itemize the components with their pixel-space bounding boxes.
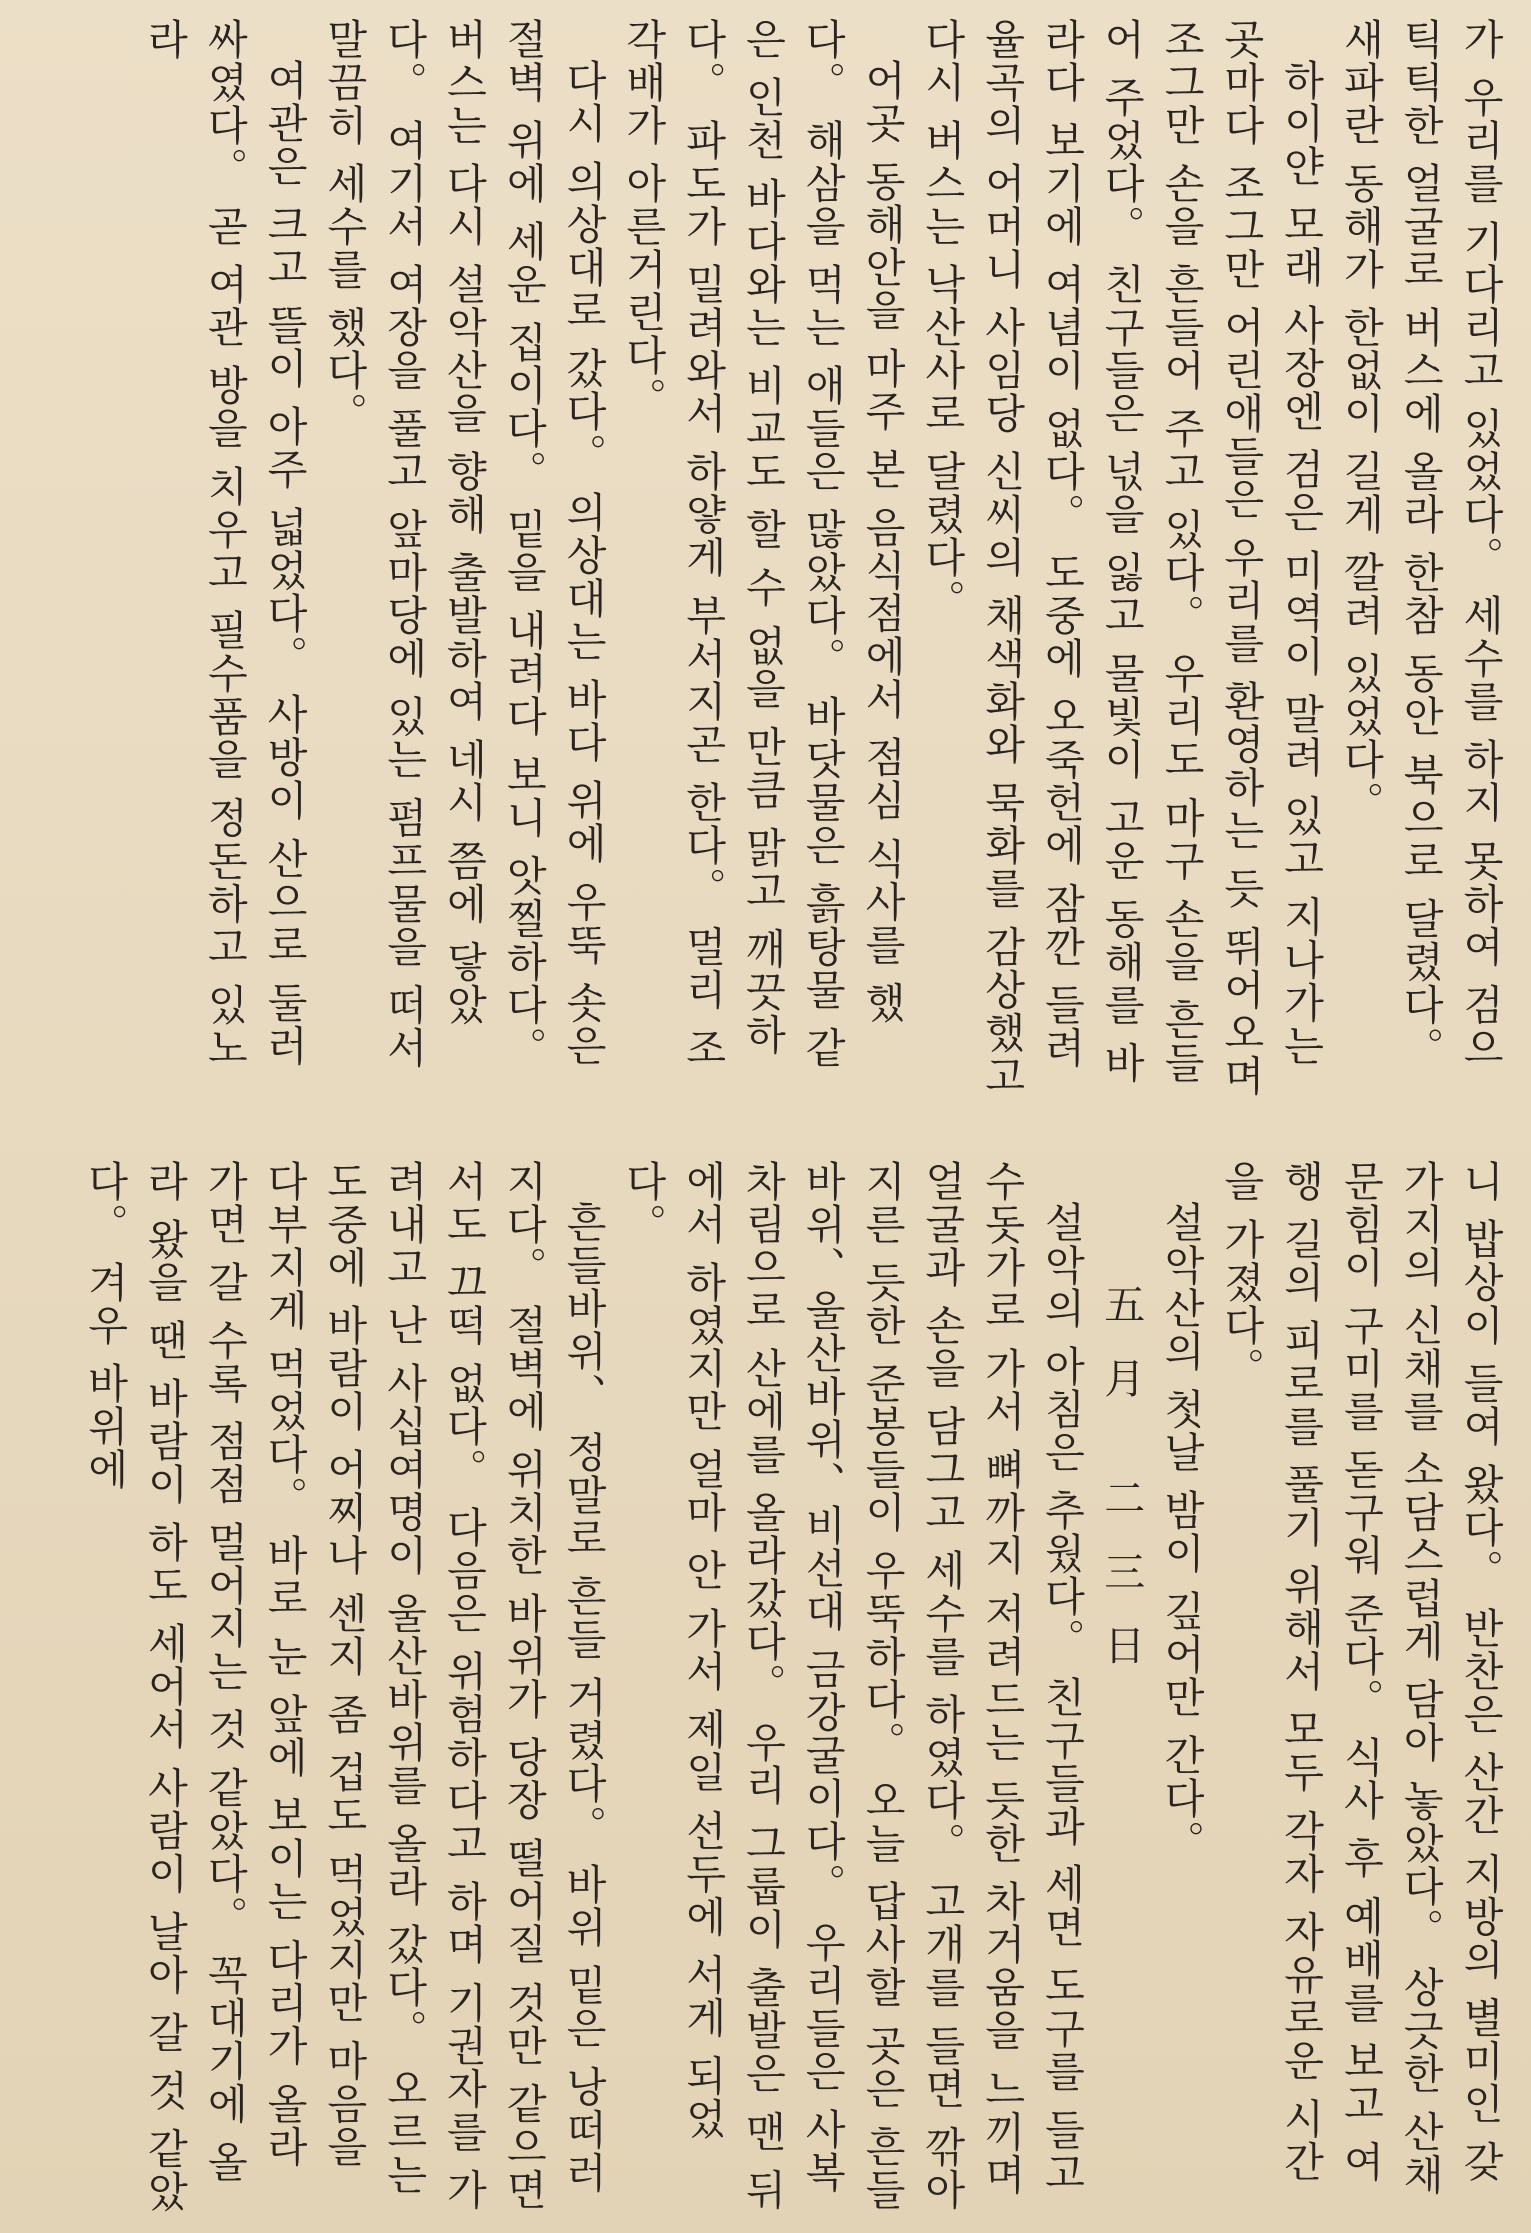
- paragraph: 하이얀 모래 사장엔 검은 미역이 말려 있고 지나가는 곳마다 조그만 어린애들은 우리를 환영하는 듯 뛰어오며 조그만 손을 흔들어 주고 있다。 우리도 마구 손을 흔들어 주었다。 친구들은 넋을 잃고 물빛이 고운 동해를 바라다 보기에 여념이 없다。 도중에 오죽헌에 잠깐 들려 율곡의 어머니 사임당 신씨의 채색화와 묵화를 감상했고 다시 버스는 낙산사로 달렸다。: [917, 18, 1325, 1098]
- paragraph: 다시 의상대로 갔다。 의상대는 바다 위에 우뚝 솟은 절벽 위에 세운 집이다。 밑을 내려다 보니 앗찔하다。 버스는 다시 설악산을 향해 출발하여 네시 쯤에 닿았다。 여기서 여장을 풀고 앞마당에 있는 펌프물을 떠서 말끔히 세수를 했다。: [319, 18, 608, 1070]
- upper-text-block: [19, 18, 1509, 1103]
- lower-text-block: [19, 1160, 1509, 2220]
- paragraph: 가 우리를 기다리고 있었다。 세수를 하지 못하여 검으틱틱한 얼굴로 버스에 올라 한참 동안 북으로 달렸다。 새파란 동해가 한없이 길게 깔려 있었다。: [1336, 18, 1504, 1070]
- paragraph: 흔들바위、 정말로 흔들 거렸다。 바위 밑은 낭떠러지다。 절벽에 위치한 바위가 당장 떨어질 것만 같으면서도 끄떡 없다。 다음은 위험하다고 하며 기권자를 가려내고 난 사십여명이 울산바위를 올라 갔다。 오르는 도중에 바람이 어찌나 센지 좀 겁도 먹었지만 마음을 다부지게 먹었다。 바로 눈 앞에 보이는 다리가 올라 가면 갈 수록 점점 멀어지는 것 같았다。 꼭대기에 올라 왔을 땐 바람이 하도 세어서 사람이 날아 갈 것 같았다。 겨우 바위에: [80, 1160, 608, 2214]
- paragraph: 어곳 동해안을 마주 본 음식점에서 점심 식사를 했다。 해삼을 먹는 애들은 많았다。 바닷물은 흙탕물 같은 인천 바다와는 비교도 할 수 없을 만큼 맑고 깨끗하다。 파도가 밀려와서 하얗게 부서지곤 한다。 멀리 조각배가 아른거린다。: [618, 18, 907, 1070]
- paragraph: 설악산의 첫날 밤이 깊어만 간다。: [1157, 1201, 1206, 1864]
- paragraph: 여관은 크고 뜰이 아주 넓었다。 사방이 산으로 둘러싸였다。 곧 여관 방을 치우고 필수품을 정돈하고 있노라: [140, 18, 309, 1070]
- diary-date-heading: 五月 二三日: [1097, 1283, 1146, 1698]
- paragraph: 니 밥상이 들여 왔다。 반찬은 산간 지방의 별미인 갖가지의 신채를 소담스럽게 담아 놓았다。 상긋한 산채 문힘이 구미를 돋구워 준다。 식사 후 예배를 보고 여행 길의 피로를 풀기 위해서 모두 각자 자유로운 시간을 가졌다。: [1216, 1160, 1504, 2197]
- paragraph: 설악의 아침은 추웠다。 친구들과 세면 도구를 들고 수돗가로 가서 뼈까지 저려드는 듯한 차거움을 느끼며 얼굴과 손을 담그고 세수를 하였다。 고개를 들면 깎아지른 듯한 준봉들이 우뚝하다。 오늘 답사할 곳은 흔들바위、울산바위、비선대 금강굴이다。 우리들은 사복 차림으로 산에를 올라갔다。 우리 그룹이 출발은 맨 뒤에서 하였지만 얼마 안 가서 제일 선두에 서게 되었다。: [618, 1160, 1086, 2212]
